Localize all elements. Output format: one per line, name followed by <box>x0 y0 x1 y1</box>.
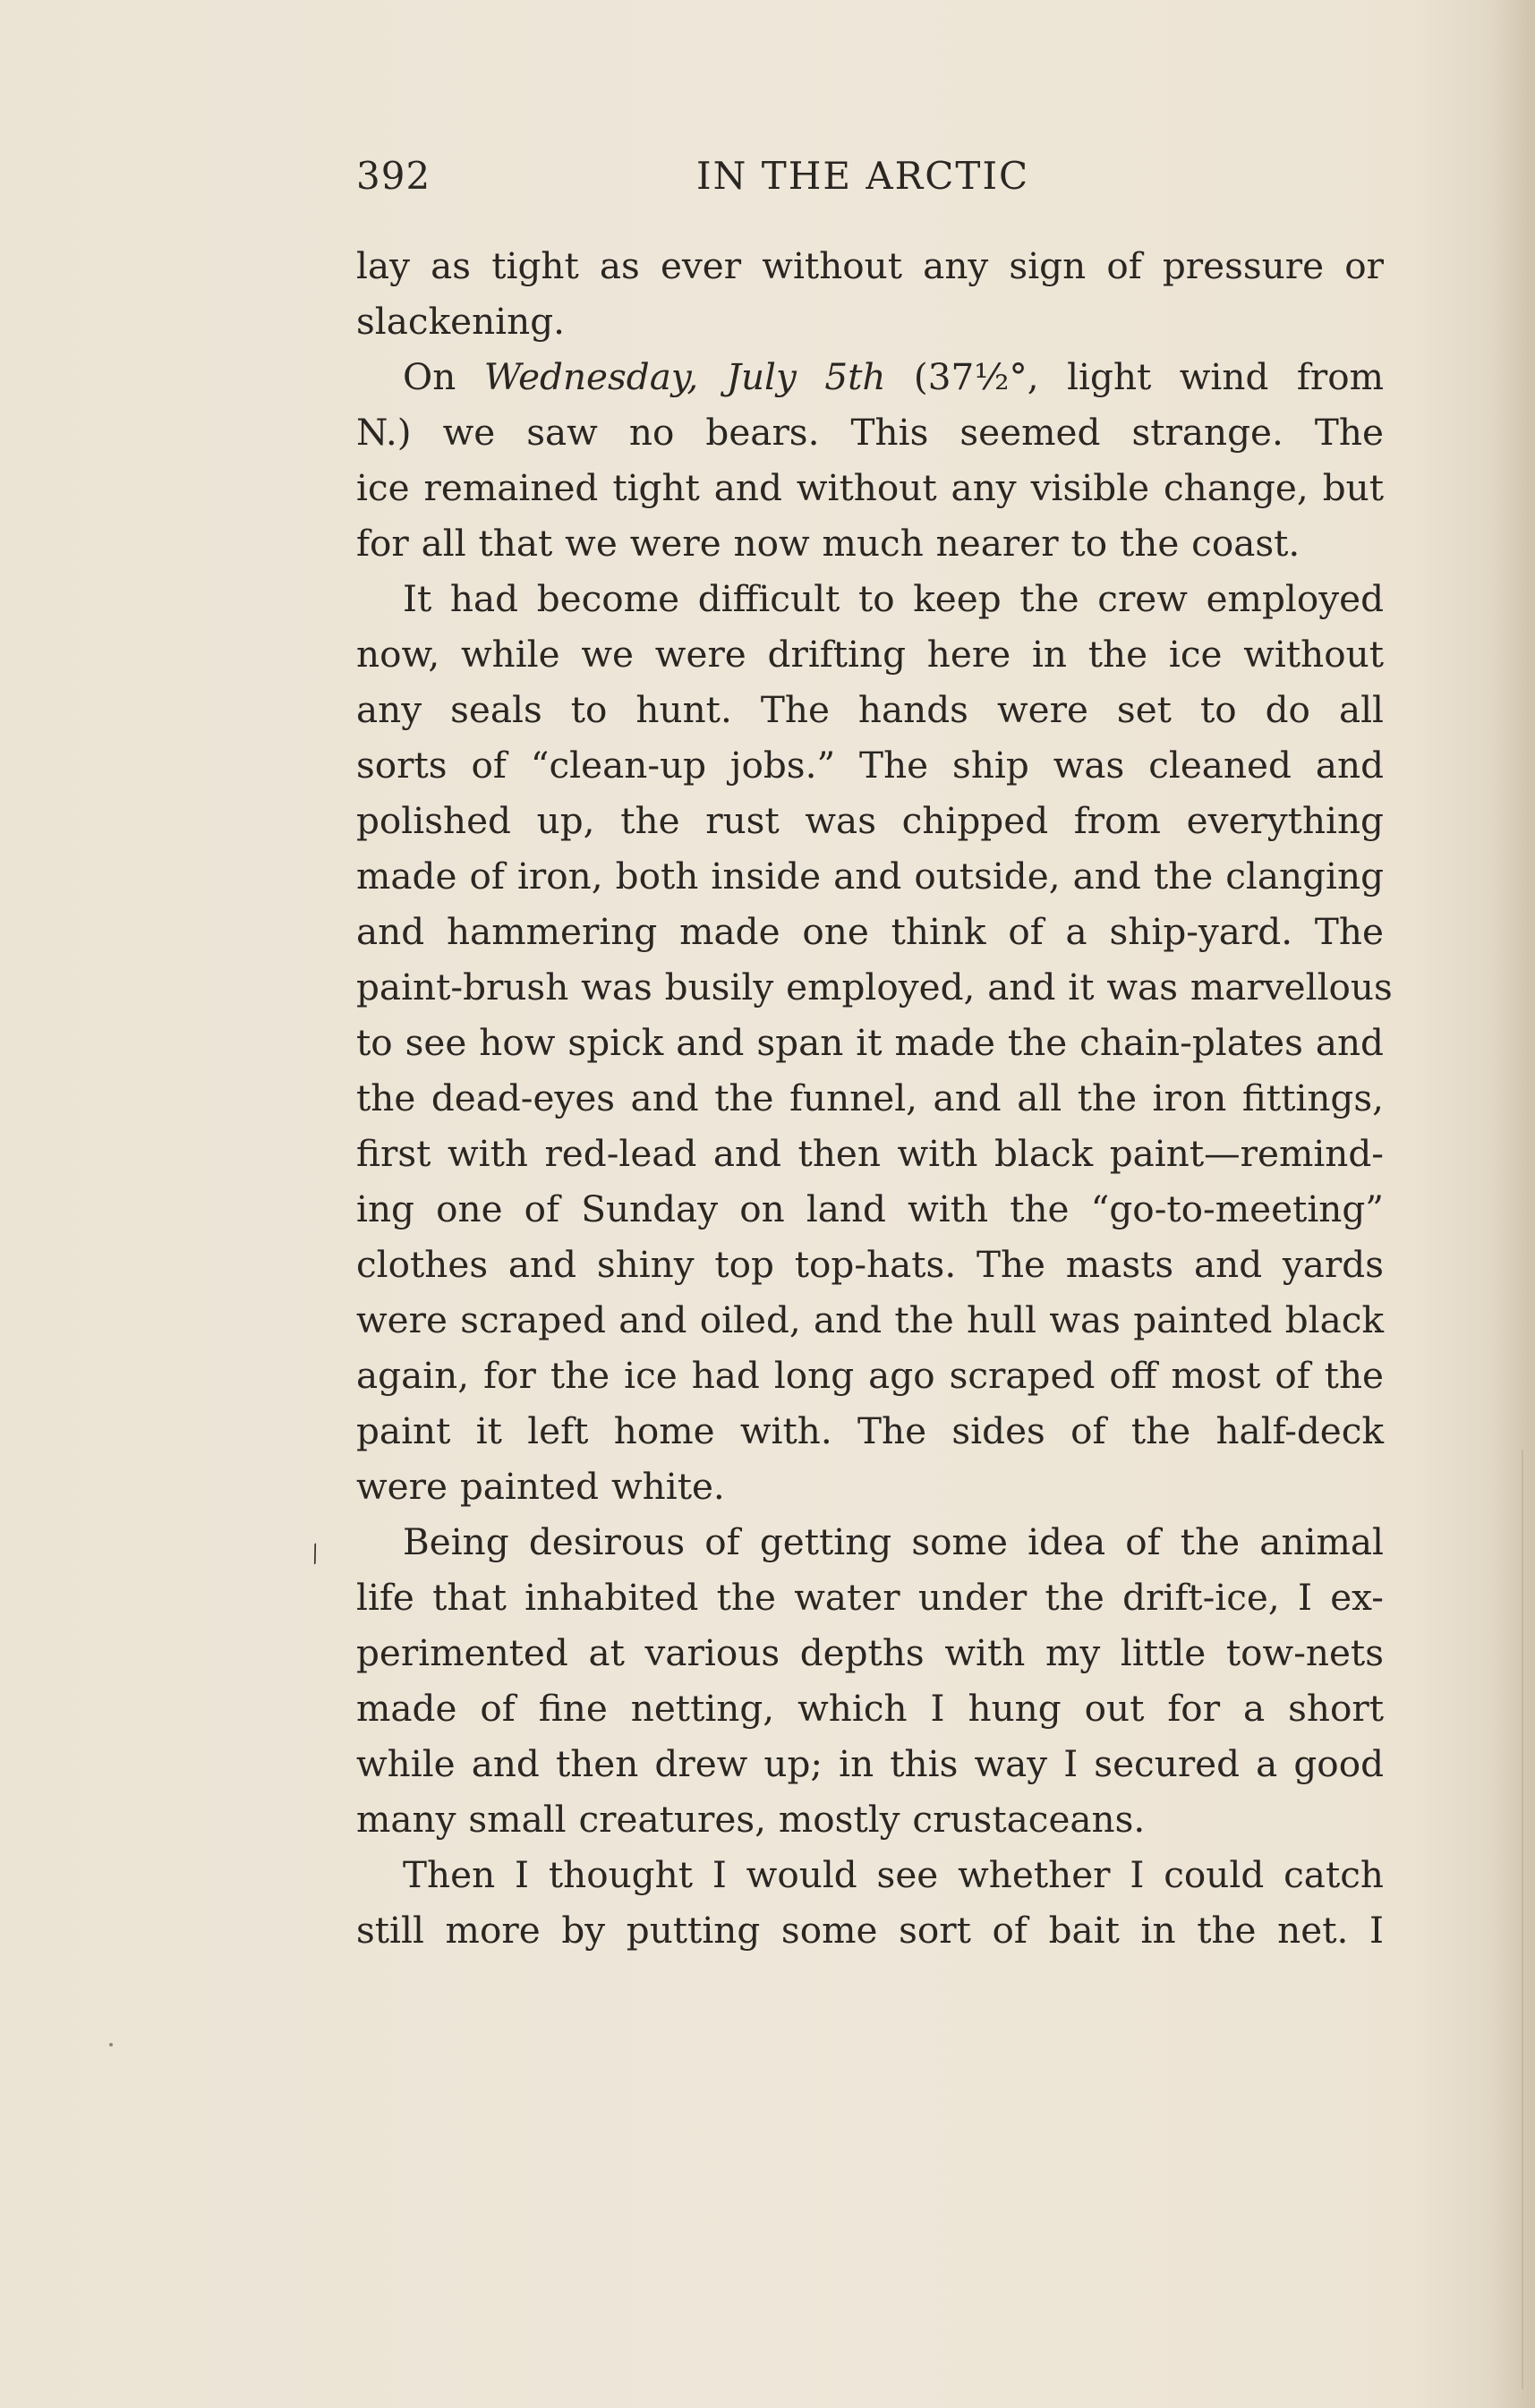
text-line: many small creatures, mostly crustaceans. <box>356 1798 1146 1841</box>
text-line: while and then drew up; in this way I secured a good <box>356 1742 1384 1785</box>
text-line: perimented at various depths with my little tow-nets <box>356 1631 1384 1674</box>
text-line: sorts of “clean-up jobs.” The ship was cleaned and <box>356 744 1384 787</box>
italic-date: Wednesday, July 5th <box>483 355 886 398</box>
text-line: ice remained tight and without any visible change, but <box>356 466 1384 509</box>
text-line: ing one of Sunday on land with the “go-to-meeting” <box>356 1187 1384 1230</box>
page-header <box>356 154 1386 208</box>
page-edge-shadow <box>1522 1450 1523 2389</box>
text-line: made of fine netting, which I hung out for a short <box>356 1687 1384 1730</box>
text-line: now, while we were drifting here in the ice without <box>356 633 1384 676</box>
text-line: It had become difficult to keep the crew employed <box>403 577 1384 620</box>
text-line: for all that we were now much nearer to the coast. <box>356 522 1300 565</box>
page-number: 392 <box>356 154 431 198</box>
text-line: slackening. <box>356 300 565 343</box>
text-line: any seals to hunt. The hands were set to do all <box>356 688 1384 731</box>
text-line: Being desirous of getting some idea of the animal <box>403 1520 1384 1563</box>
text-line: and hammering made one think of a ship-yard. The <box>356 910 1384 953</box>
text-line: still more by putting some sort of bait in the net. I <box>356 1909 1384 1952</box>
body-text <box>356 238 1393 1958</box>
text-line: were scraped and oiled, and the hull was painted black <box>356 1298 1384 1341</box>
text-line: lay as tight as ever without any sign of pressure or <box>356 244 1384 287</box>
text-line: made of iron, both inside and outside, and the clanging <box>356 855 1384 898</box>
text-line: Then I thought I would see whether I could catch <box>403 1853 1384 1896</box>
text-line: the dead-eyes and the funnel, and all the iron fittings, <box>356 1076 1384 1119</box>
text-line: were painted white. <box>356 1465 725 1508</box>
text-line: N.) we saw no bears. This seemed strange. The <box>356 411 1384 454</box>
paper-speck <box>109 2043 113 2046</box>
text-line: life that inhabited the water under the drift-ice, I ex- <box>356 1576 1384 1619</box>
text-line: first with red-lead and then with black paint—remind- <box>356 1132 1384 1175</box>
text-line: paint-brush was busily employed, and it was marvellous <box>356 966 1393 1008</box>
text-line: again, for the ice had long ago scraped off most of the <box>356 1354 1384 1397</box>
text-line: paint it left home with. The sides of the half-deck <box>356 1409 1384 1452</box>
text-line: On Wednesday, July 5th (37½°, light wind from <box>403 355 1384 398</box>
pencil-mark-icon: ⁄ <box>307 1542 325 1568</box>
text-line: to see how spick and span it made the chain-plates and <box>356 1021 1384 1064</box>
text-line: polished up, the rust was chipped from everything <box>356 799 1384 842</box>
text-line: clothes and shiny top top-hats. The masts and yards <box>356 1243 1384 1286</box>
running-head: IN THE ARCTIC <box>696 154 1030 198</box>
